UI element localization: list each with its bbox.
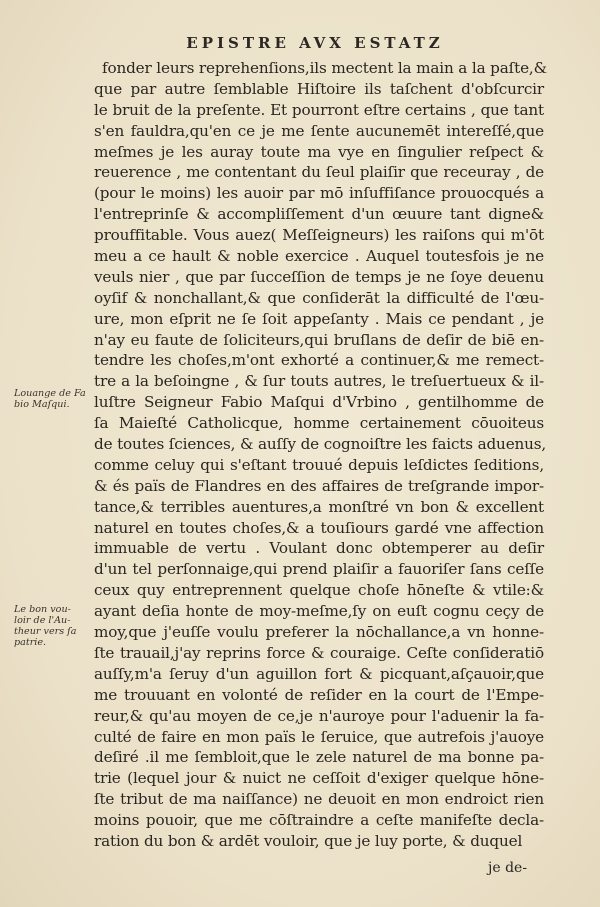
margin-note-author-patrie <box>14 604 94 648</box>
text-line: moins pouoir, que me cōſtraindre a ceſte manifeſte decla- <box>94 811 544 830</box>
text-line: luſtre Seigneur Fabio Maſqui d'Vrbino , gentilhomme de <box>94 393 544 412</box>
text-line: immuable de vertu . Voulant donc obtemperer au deſir <box>94 539 544 558</box>
text-line: oyſif & nonchallant,& que conſiderāt la difficulté de l'œu- <box>94 288 544 307</box>
text-line: n'ay eu faute de ſoliciteurs,qui bruſlans de deſir de biē en- <box>94 330 544 349</box>
text-line: tre a la beſoingne , & ſur touts autres, le treſuertueux & il- <box>94 372 544 391</box>
text-line: moy,que j'euſſe voulu preferer la nōchallance,a vn honne- <box>94 623 544 642</box>
catchword: je de- <box>488 860 528 876</box>
margin-note-line: theur vers ſa <box>14 626 77 637</box>
text-line: que par autre ſemblable Hiſtoire ils taſchent d'obſcurcir <box>94 79 544 98</box>
text-line: meu a ce hault & noble exercice . Auquel toutesfois je ne <box>94 247 544 266</box>
text-line: s'en fauldra,qu'en ce je me ſente aucunemēt intereſſé,que <box>94 121 544 140</box>
text-line: naturel en toutes choſes,& a touſiours gardé vne affection <box>94 518 544 537</box>
text-line: meſmes je les auray toute ma vye en ſingulier reſpect & <box>94 142 544 161</box>
margin-note-line: Louange de Fa <box>14 388 86 399</box>
margin-note-line: patrie. <box>14 637 47 648</box>
text-line: ayant deſia honte de moy-meſme,ſy on euſt cognu ceçy de <box>94 602 544 621</box>
text-line: le bruit de la preſente. Et pourront eſtre certains , que tant <box>94 100 544 119</box>
text-line: comme celuy qui s'eſtant trouué depuis leſdictes ſeditions, <box>94 455 544 474</box>
text-line: veuls nier , que par ſucceſſion de temps je ne ſoye deuenu <box>94 267 544 286</box>
text-line: ure, mon eſprit ne ſe ſoit appeſanty . Mais ce pendant , je <box>94 309 544 328</box>
running-header: EPISTRE AVX ESTATZ <box>186 34 444 52</box>
text-line: tendre les choſes,m'ont exhorté a continuer,& me remect- <box>94 351 544 370</box>
text-line: deſiré .il me ſembloit,que le zele naturel de ma bonne pa- <box>94 748 544 767</box>
margin-note-line: Le bon vou- <box>14 604 71 615</box>
text-line: d'un tel perſonnaige,qui prend plaiſir a fauoriſer ſans ceſſe <box>94 560 544 579</box>
text-line: ſa Maieſté Catholicque, homme certainement cōuoiteus <box>94 414 544 433</box>
text-line: ration du bon & ardēt vouloir, que je luy porte, & duquel <box>94 831 523 850</box>
body-text <box>94 58 547 852</box>
text-line: fonder leurs reprehenſions,ils mectent la main a la paſte,& <box>102 59 547 77</box>
text-line: auſſy,m'a ſeruy d'un aguillon fort & picquant,aſçauoir,que <box>94 664 544 683</box>
text-line: reuerence , me contentant du ſeul plaiſir que receuray , de <box>94 163 544 182</box>
margin-note-line: loir de l'Au- <box>14 615 71 626</box>
text-line: trie (lequel jour & nuict ne ceſſoit d'exiger quelque hōne- <box>94 769 544 788</box>
text-line: prouffitable. Vous auez( Meſſeigneurs) les raiſons qui m'ōt <box>94 226 544 245</box>
margin-note-fabio-masqui <box>14 388 94 410</box>
text-line: ſte tribut de ma naiſſance) ne deuoit en mon endroict rien <box>94 790 544 809</box>
margin-note-line: bio Maſqui. <box>14 399 70 410</box>
text-line: & és païs de Flandres en des affaires de treſgrande impor- <box>94 476 544 495</box>
text-line: de toutes ſciences, & auſſy de cognoiſtre les faicts aduenus, <box>94 435 547 454</box>
text-line: (pour le moins) les auoir par mō inſuffiſance prouocqués a <box>94 184 544 203</box>
text-line: ſte trauail,j'ay reprins force & couraige. Ceſte conſideratiō <box>94 643 544 662</box>
text-line: tance,& terribles auentures,a monſtré vn bon & excellent <box>94 497 544 516</box>
text-line: ceux quy entreprennent quelque choſe hōneſte & vtile:& <box>94 581 544 600</box>
text-line: reur,& qu'au moyen de ce,je n'auroye pour l'aduenir la fa- <box>94 706 544 725</box>
text-line: me trouuant en volonté de reſider en la court de l'Empe- <box>94 685 544 704</box>
text-line: culté de faire en mon païs le ſeruice, que autrefois j'auoye <box>94 727 544 746</box>
text-line: l'entreprinſe & accompliſſement d'un œuure tant digne& <box>94 205 544 224</box>
